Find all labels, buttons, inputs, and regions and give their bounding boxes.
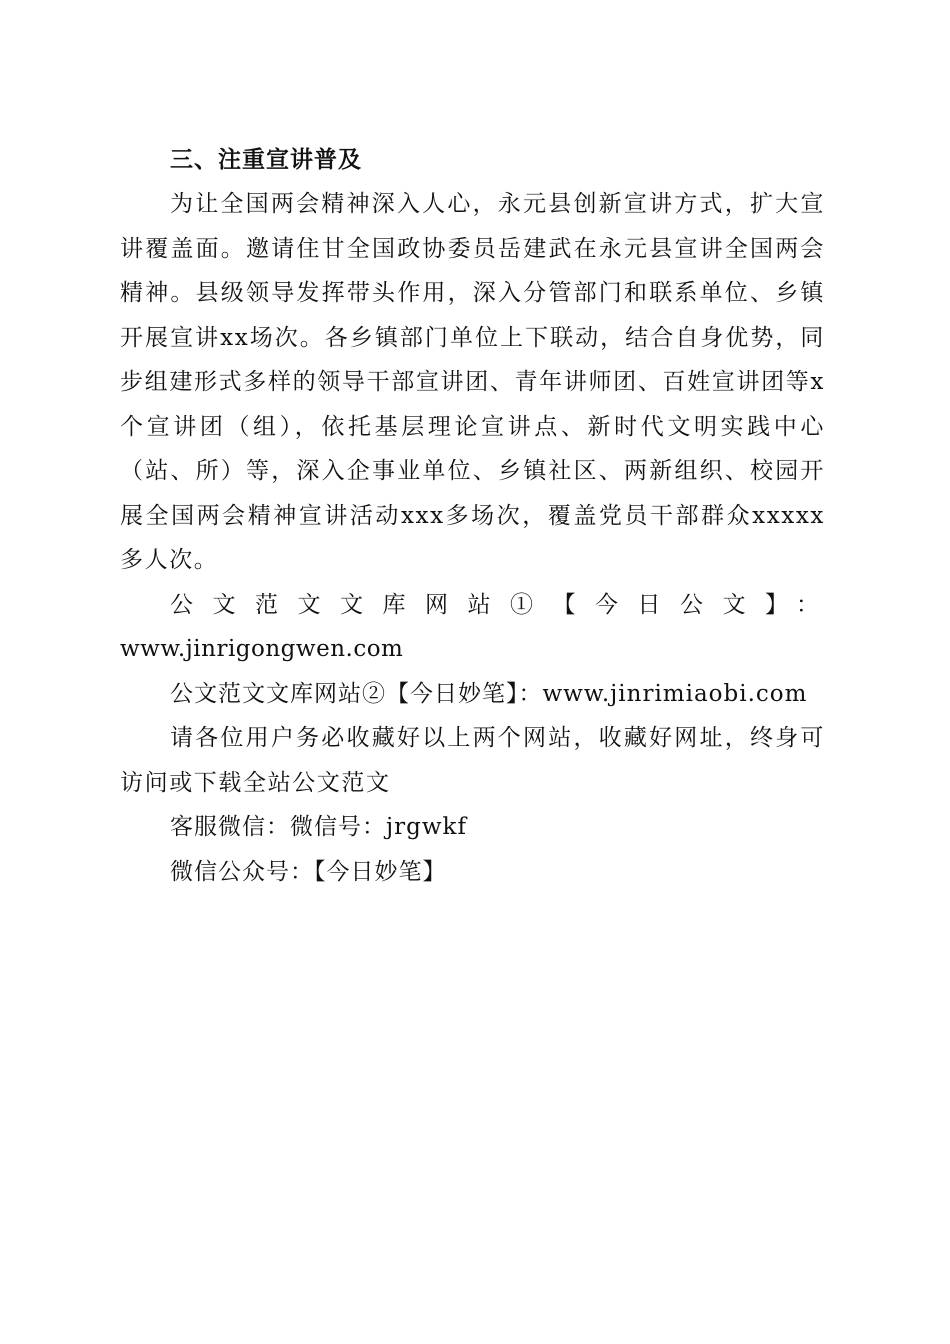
site2-line: 公文范文文库网站②【今日妙笔】：www.jinrimiaobi.com	[170, 680, 808, 707]
body-paragraph: 为让全国两会精神深入人心，永元县创新宣讲方式，扩大宣讲覆盖面。邀请住甘全国政协委员岳建武在永元县宣讲全国两会精神。县级领导发挥带头作用，深入分管部门和联系单位、乡镇开展宣讲xx场次。各乡镇部门单位上下联动，结合自身优势，同步组建形式多样的领导干部宣讲团、青年讲师团、百姓宣讲团等x个宣讲团（组），依托基层理论宣讲点、新时代文明实践中心（站、所）等，深入企事业单位、乡镇社区、两新组织、校园开展全国两会精神宣讲活动xxx多场次，覆盖党员干部群众xxxxx多人次。	[120, 191, 825, 573]
document-body	[120, 138, 825, 894]
bookmark-notice: 请各位用户务必收藏好以上两个网站，收藏好网址，终身可访问或下载全站公文范文	[120, 725, 825, 796]
customer-service: 客服微信：微信号：jrgwkf	[170, 814, 467, 840]
section-heading: 三、注重宣讲普及	[170, 147, 362, 173]
site1-url: www.jinrigongwen.com	[120, 636, 404, 662]
site1-label: 公文范文文库网站①【今日公文】：	[170, 591, 825, 618]
wechat-account: 微信公众号：【今日妙笔】	[170, 858, 447, 885]
